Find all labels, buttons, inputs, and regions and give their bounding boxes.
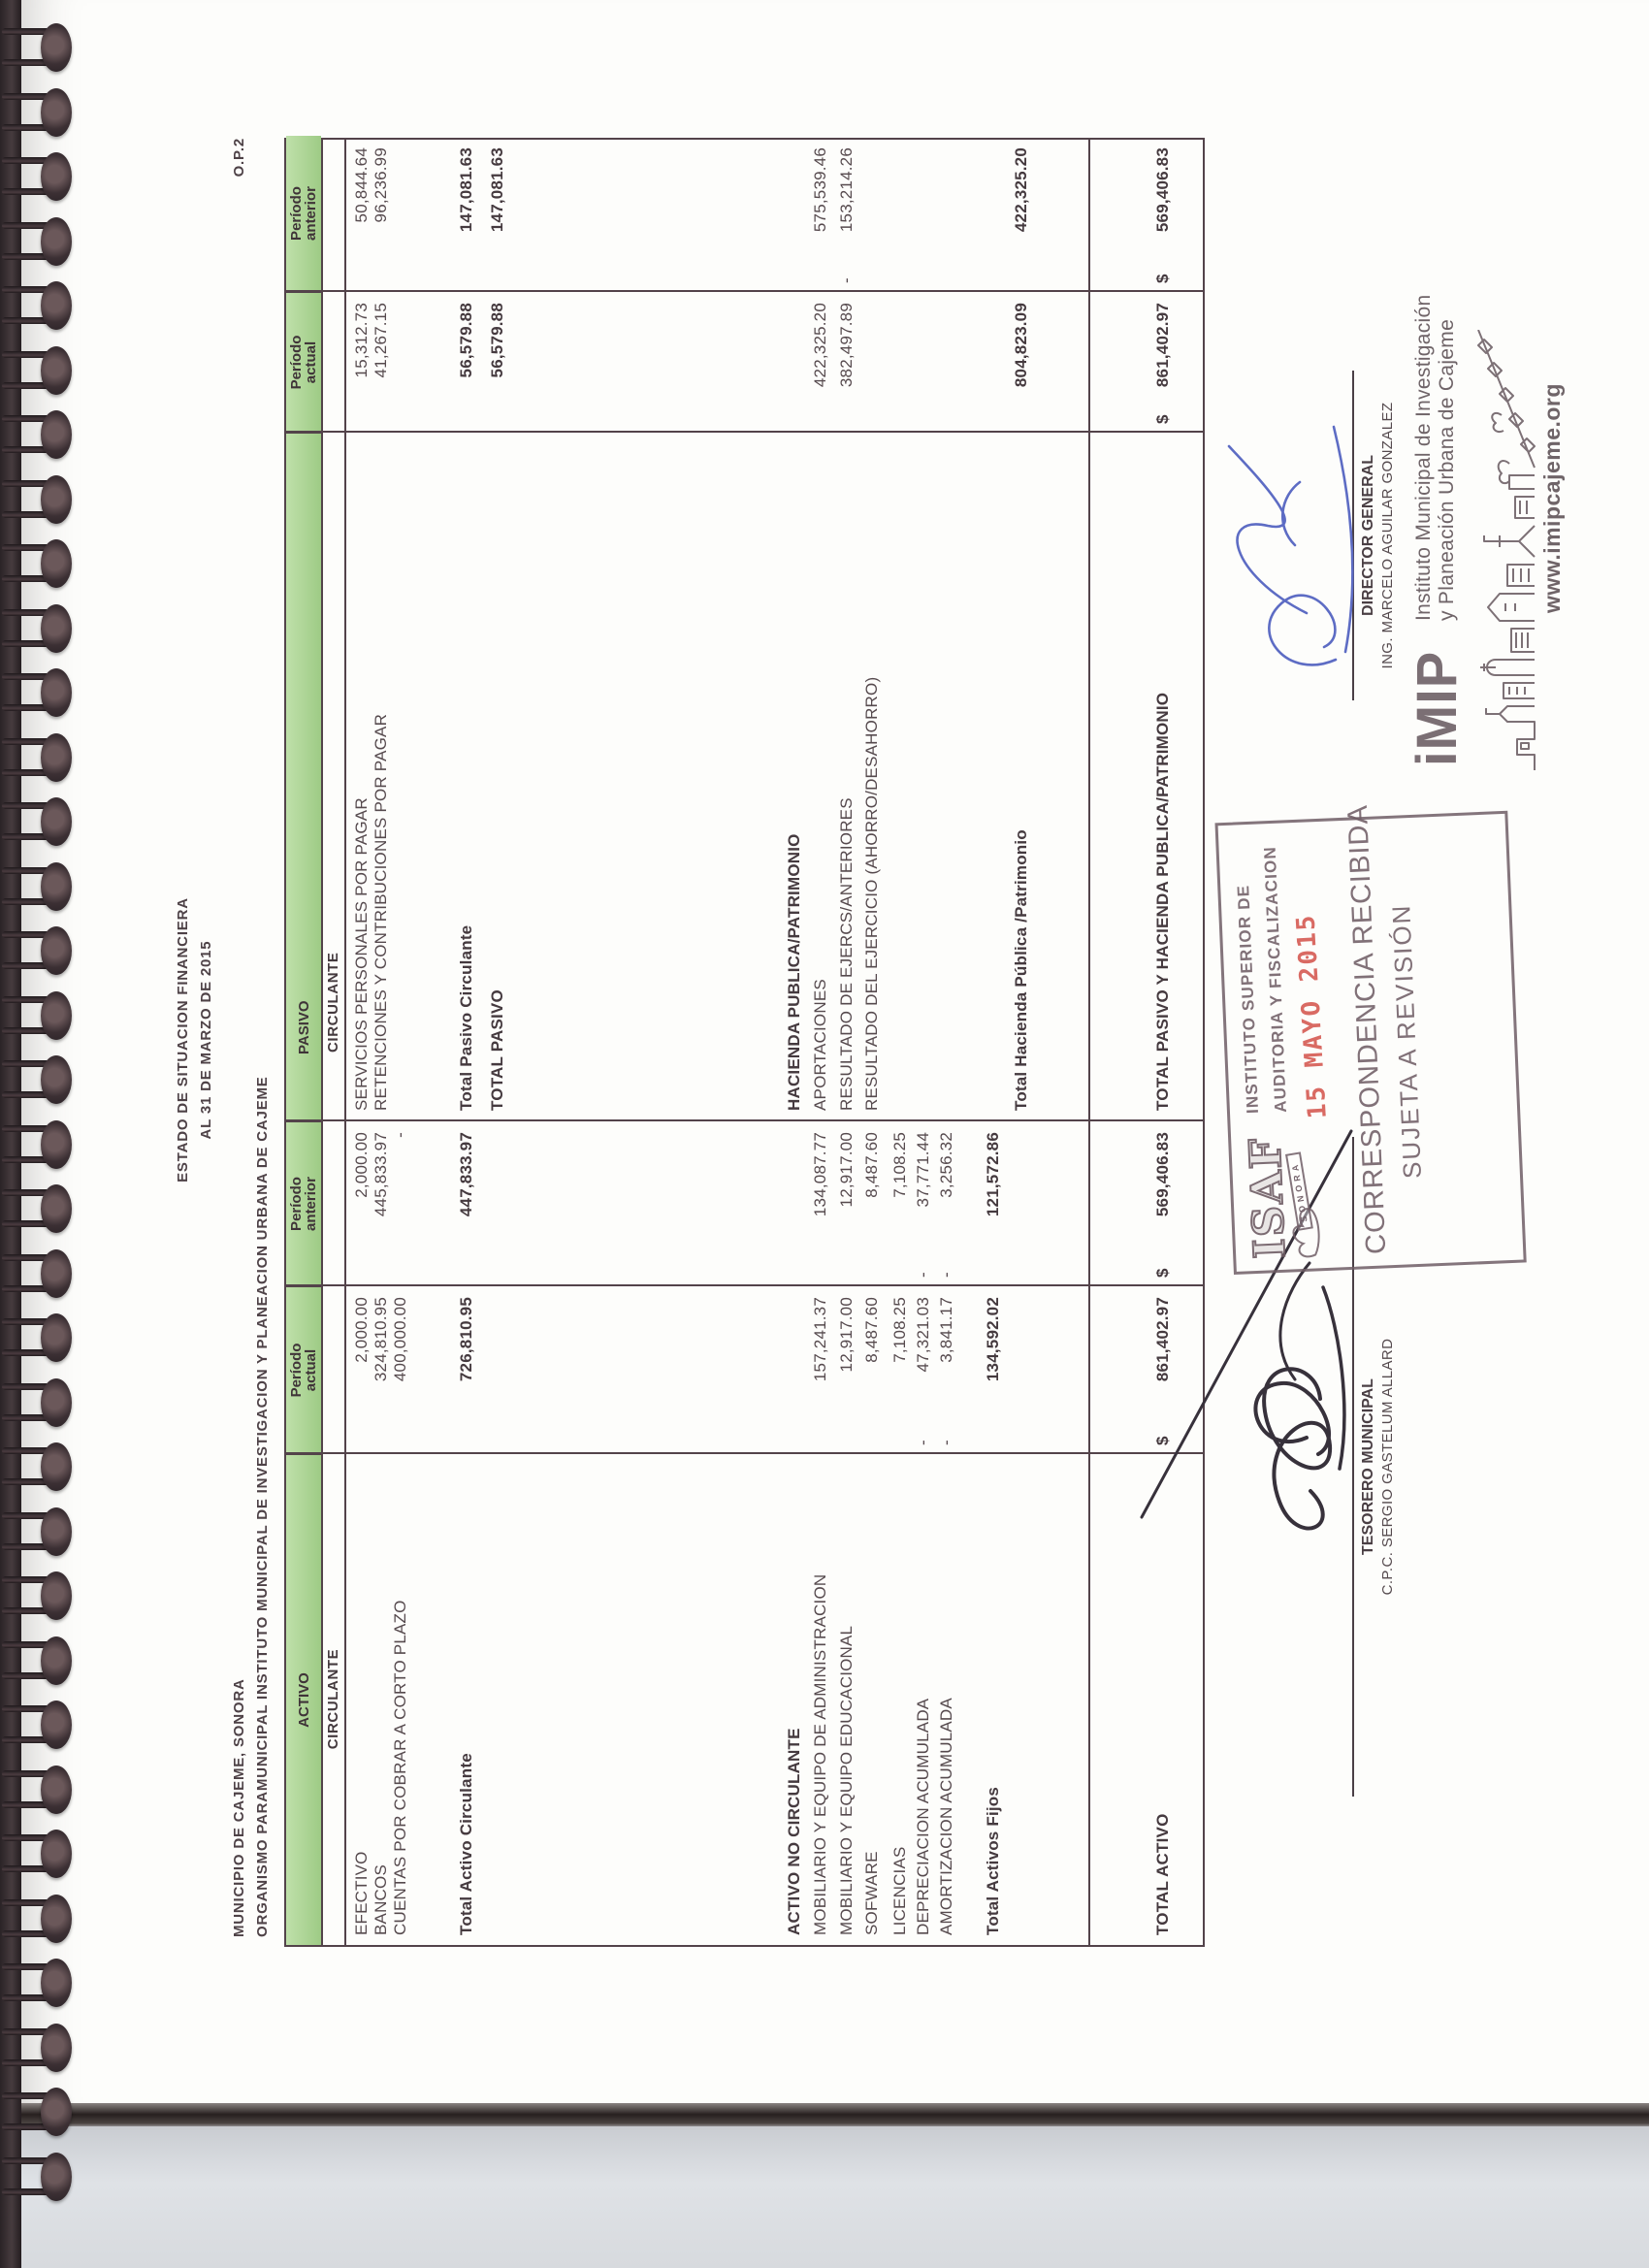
signature-name-tesorero: C.P.C. SERGIO GASTELUM ALLARD (1379, 1338, 1396, 1596)
col-header-activo: ACTIVO (286, 1453, 321, 1945)
pasivo-row-label: Total Pasivo Circulante (457, 924, 475, 1111)
pasivo-row-label: SERVICIOS PERSONALES POR PAGAR (352, 797, 371, 1111)
activo-row-label: MOBILIARIO Y EQUIPO DE ADMINISTRACION (811, 1573, 829, 1935)
table-value: 147,081.63 (457, 147, 475, 233)
table-value: 804,823.09 (1012, 303, 1030, 388)
table-value-sign: - (837, 277, 856, 283)
activo-row-label: SOFWARE (862, 1851, 881, 1935)
table-value-sign: - (937, 1272, 955, 1278)
binding-coil (2, 475, 72, 530)
binding-coil (2, 281, 72, 336)
imip-wordmark: iMIP (1404, 650, 1469, 766)
binding-coil (2, 88, 72, 143)
table-value: 12,917.00 (837, 1132, 856, 1208)
pasivo-row-label: APORTACIONES (811, 979, 829, 1111)
stamp-institution-lines (1229, 846, 1291, 1115)
subheader-pasivo-circulante: CIRCULANTE (324, 952, 341, 1053)
table-row-divider (321, 140, 323, 1945)
binding-coil (2, 1313, 72, 1368)
imip-cityscape-icon (1461, 330, 1540, 772)
table-value: 7,108.25 (890, 1297, 909, 1363)
col-header-pasivo: PASIVO (286, 432, 321, 1120)
table-value: 422,325.20 (1012, 147, 1030, 233)
table-value: 447,833.97 (457, 1132, 475, 1217)
binding-coil (2, 1442, 72, 1497)
pasivo-row-label: TOTAL PASIVO Y HACIENDA PUBLICA/PATRIMONIO (1153, 692, 1172, 1111)
binding-coil (2, 862, 72, 917)
scanner-backdrop (0, 2126, 1649, 2268)
signature-name-director: ING. MARCELO AGUILAR GONZALEZ (1379, 402, 1396, 669)
pasivo-row-label: RESULTADO DE EJERCS/ANTERIORES (837, 797, 856, 1111)
isaf-logo (1240, 1112, 1310, 1260)
table-row (372, 140, 393, 1945)
binding-coil (2, 1830, 72, 1884)
table-value: 569,406.83 (1153, 1132, 1172, 1217)
stamp-received-line2: SUJETA A REVISIÓN (1386, 903, 1428, 1180)
table-value: 37,771.44 (914, 1132, 932, 1208)
signature-role-director: DIRECTOR GENERAL (1360, 455, 1376, 616)
imip-url: www.imipcajeme.org (1539, 383, 1565, 613)
isaf-sonora-ribbon: SONORA (1285, 1152, 1313, 1231)
stamp-date: 15 MAYO 2015 (1291, 912, 1333, 1120)
table-row-divider (1088, 140, 1090, 1945)
table-value-sign: $ (1153, 414, 1172, 424)
table-value: 445,833.97 (372, 1132, 390, 1217)
table-column-divider (286, 290, 1203, 292)
isaf-wordmark: ISAF (1241, 1135, 1296, 1260)
binding-coil (2, 346, 72, 401)
table-row (785, 140, 806, 1945)
table-value-sign: $ (1153, 1268, 1172, 1278)
table-value: 575,539.46 (811, 147, 829, 233)
table-value: 15,312.73 (352, 303, 371, 378)
municipality-line: MUNICIPIO DE CAJEME, SONORA (231, 1678, 247, 1937)
table-row (488, 140, 509, 1945)
binding-coil (2, 410, 72, 465)
binding-coil (2, 1571, 72, 1626)
table-value: 147,081.63 (488, 147, 506, 233)
table-row-divider (344, 140, 346, 1945)
table-row (984, 140, 1005, 1945)
table-value: 7,108.25 (890, 1132, 909, 1198)
activo-row-label: DEPRECIACION ACUMULADA (914, 1698, 932, 1935)
binding-coil (2, 217, 72, 272)
subheader-activo-circulante: CIRCULANTE (324, 1648, 341, 1750)
binding-coil (2, 23, 72, 78)
table-column-divider (286, 1452, 1203, 1454)
binding-coil (2, 1120, 72, 1175)
table-column-divider (286, 1284, 1203, 1286)
table-value-dash: - (391, 1132, 409, 1138)
activo-row-label: CUENTAS POR COBRAR A CORTO PLAZO (391, 1600, 409, 1935)
table-row (937, 140, 958, 1945)
activo-row-label: EFECTIVO (352, 1851, 371, 1935)
col-header-pasivo-periodo-actual: Período actual (286, 291, 321, 432)
table-value: 569,406.83 (1153, 147, 1172, 233)
table-row (1012, 140, 1033, 1945)
table-column-divider (286, 431, 1203, 433)
imip-tagline (1412, 295, 1459, 621)
table-value: 861,402.97 (1153, 303, 1172, 388)
table-value: 96,236.99 (372, 147, 390, 223)
table-value-sign: $ (1153, 274, 1172, 283)
col-header-pasivo-periodo-anterior: Período anterior (286, 136, 321, 291)
table-value: 157,241.37 (811, 1297, 829, 1382)
signature-line-director (1352, 371, 1354, 700)
financial-statement-document (97, 0, 1644, 2107)
activo-row-label: ACTIVO NO CIRCULANTE (785, 1728, 803, 1935)
binding-coil (2, 152, 72, 207)
binding-coil (2, 539, 72, 594)
pasivo-row-label: RESULTADO DEL EJERCICIO (AHORRO/DESAHORRO) (862, 676, 881, 1111)
binding-coil (2, 668, 72, 723)
reference-code: O.P.2 (231, 138, 247, 178)
table-value: 861,402.97 (1153, 1297, 1172, 1382)
table-value: 134,592.02 (984, 1297, 1002, 1382)
binding-coil (2, 2153, 72, 2207)
activo-row-label: MOBILIARIO Y EQUIPO EDUCACIONAL (837, 1625, 856, 1935)
table-value: 422,325.20 (811, 303, 829, 388)
imip-tagline-line1: Instituto Municipal de Investigación (1412, 294, 1435, 621)
table-value: 8,487.60 (862, 1132, 881, 1198)
table-value-sign: - (937, 1440, 955, 1445)
table-row (837, 140, 858, 1945)
table-value: 56,579.88 (488, 303, 506, 378)
table-row (457, 140, 478, 1945)
table-row (890, 140, 912, 1945)
table-row (914, 140, 935, 1945)
table-row (391, 140, 412, 1945)
table-value: 12,917.00 (837, 1297, 856, 1373)
table-value: 8,487.60 (862, 1297, 881, 1363)
activo-row-label: Total Activo Circulante (457, 1753, 475, 1935)
table-value: 153,214.26 (837, 147, 856, 233)
isaf-receipt-stamp (1214, 803, 1526, 1275)
binding-coil (2, 926, 72, 981)
table-value: 50,844.64 (352, 147, 371, 223)
table-value: 3,841.17 (937, 1297, 955, 1363)
binding-coil (2, 1636, 72, 1691)
table-row (1153, 140, 1175, 1945)
table-value-sign: $ (1153, 1436, 1172, 1445)
binding-coil (2, 1055, 72, 1110)
table-value: 56,579.88 (457, 303, 475, 378)
binding-coil (2, 1766, 72, 1820)
pasivo-row-label: RETENCIONES Y CONTRIBUCIONES POR PAGAR (372, 713, 390, 1111)
stamp-received-line1: CORRESPONDENCIA RECIBIDA (1342, 803, 1393, 1255)
activo-row-label: LICENCIAS (890, 1846, 909, 1935)
binding-coil (2, 604, 72, 659)
binding-coil (2, 1184, 72, 1239)
document-title: ESTADO DE SITUACION FINANCIERA (175, 897, 191, 1183)
table-row (352, 140, 373, 1945)
table-value: 47,321.03 (914, 1297, 932, 1373)
activo-row-label: AMORTIZACION ACUMULADA (937, 1698, 955, 1935)
table-value: 726,810.95 (457, 1297, 475, 1382)
document-date-line: AL 31 DE MARZO DE 2015 (198, 940, 214, 1140)
table-value: 2,000.00 (352, 1132, 371, 1198)
activo-row-label: BANCOS (372, 1864, 390, 1935)
binding-coil (2, 2024, 72, 2078)
table-value: 134,087.77 (811, 1132, 829, 1217)
organization-line: ORGANISMO PARAMUNICIPAL INSTITUTO MUNICIPAL DE INVESTIGACION Y PLANEACION URBANA DE CAJEME (254, 1076, 271, 1937)
binding-coil (2, 1895, 72, 1949)
col-header-activo-periodo-actual: Período actual (286, 1285, 321, 1453)
col-header-activo-periodo-anterior: Período anterior (286, 1120, 321, 1285)
isaf-bull-sketch-icon (1277, 1126, 1322, 1264)
signature-role-tesorero: TESORERO MUNICIPAL (1360, 1378, 1376, 1555)
stamp-line1: INSTITUTO SUPERIOR DE (1234, 884, 1263, 1115)
table-row (811, 140, 832, 1945)
document-title-block (175, 555, 214, 1525)
binding-coil (2, 991, 72, 1046)
table-column-divider (286, 1119, 1203, 1121)
table-value: 3,256.32 (937, 1132, 955, 1198)
pasivo-row-label: TOTAL PASIVO (488, 989, 506, 1111)
binding-coil (2, 1378, 72, 1433)
table-row (862, 140, 884, 1945)
stamp-line2: AUDITORIA Y FISCALIZACION (1260, 845, 1291, 1114)
table-value: 400,000.00 (391, 1297, 409, 1382)
binding-coil (2, 1701, 72, 1755)
table-value: 382,497.89 (837, 303, 856, 388)
activo-row-label: TOTAL ACTIVO (1153, 1813, 1172, 1935)
table-value: 121,572.86 (984, 1132, 1002, 1217)
binding-coil (2, 1959, 72, 2013)
table-value-sign: - (914, 1440, 932, 1445)
table-value: 41,267.15 (372, 303, 390, 378)
binding-coil (2, 733, 72, 788)
pasivo-row-label: Total Hacienda Pública /Patrimonio (1012, 829, 1030, 1111)
table-value: 324,810.95 (372, 1297, 390, 1382)
binding-coil (2, 2088, 72, 2142)
binding-coil (2, 1507, 72, 1562)
binding-coil (2, 1249, 72, 1304)
table-value: 2,000.00 (352, 1297, 371, 1363)
binding-coil (2, 797, 72, 852)
imip-tagline-line2: y Planeación Urbana de Cajeme (1436, 318, 1458, 621)
director-signature-ink (1188, 390, 1368, 691)
activo-row-label: Total Activos Fijos (984, 1786, 1002, 1935)
balance-sheet-table (284, 138, 1205, 1947)
table-value-sign: - (914, 1272, 932, 1278)
pasivo-row-label: HACIENDA PUBLICA/PATRIMONIO (785, 833, 803, 1111)
